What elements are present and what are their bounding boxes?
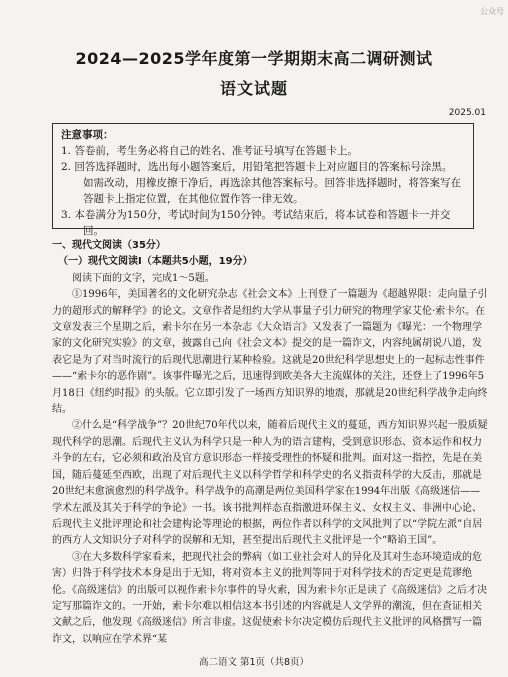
- notice-item: 2. 回答选择题时，选出每小题答案后，用铅笔把答题卡上对应题目的答案标号涂黑。: [61, 161, 453, 173]
- notice-item: 回。: [83, 225, 104, 237]
- corner-watermark: 公众号: [480, 7, 504, 16]
- notice-item: 答题卡上指定位置，在其他位置作答一律无效。: [83, 193, 304, 205]
- notice-item: 如需改动，用橡皮擦干净后，再选涂其他答案标号。回答非选择题时，将答案写在: [83, 177, 461, 189]
- section-heading: 一、现代文阅读（35分）: [52, 240, 166, 251]
- notice-heading: 注意事项：: [61, 129, 114, 141]
- instruction-text: 阅读下面的文字，完成1～5题。: [72, 272, 215, 284]
- exam-subtitle: 语文试题: [219, 79, 288, 98]
- exam-date: 2025.01: [448, 108, 486, 118]
- notice-item: 3. 本卷满分为150分，考试时间为150分钟。考试结束后，将本试卷和答题卡一并交: [61, 209, 451, 221]
- notice-box: [52, 123, 474, 237]
- notice-item: 1. 答卷前，考生务必将自己的姓名、准考证号填写在答题卡上。: [61, 145, 358, 157]
- exam-title: 2024—2025学年度第一学期期末高二调研测试: [75, 49, 433, 68]
- passage-paragraph: ②什么是“科学战争”？20世纪70年代以来，随着后现代主义的蔓延，西方知识界兴起一股质疑现代科学的思潮。后现代主义认为科学只是一种人为的语言建构，受到意识形态、资本运作和权力斗争的左右，它必须和政治及官方意识形态一样接受理性的怀疑和批判。面对这一指控，先是在美国，随后蔓延至西欧，出现了对后现代主义以科学哲学和科学史的名义指责科学的大反击，那就是20世纪末愈演愈烈的科学战争。科学战争的高潮是两位美国科学家在1994年出版《高级迷信——学术左派及其关于科学的争论》一书。该书批判样态直指激进环保主义、女权主义、非洲中心论、后现代主义批评理论和社会建构论等理论的根据，两位作者以科学的文风批判了以“学院左派”自居的西方人文知识分子对科学的误解和无知，甚至提出后现代主义批评是一个“略谄王国”。: [52, 420, 488, 547]
- subsection-heading: （一）现代文阅读Ⅰ（本题共5小题，19分）: [58, 256, 253, 268]
- passage-paragraph: ①1996年，美国著名的文化研究杂志《社会文本》上刊登了一篇题为《超越界限：走向量子引力的超形式的解释学》的论文。文章作者是纽约大学从事量子引力研究的物理学家艾伦·索卡尔。在文章发表三个星期之后，索卡尔在另一本杂志《大众语言》又发表了一篇题为《曝光：一个物理学家的文化研究实验》的文章，披露自己向《社会文本》提交的是一篇诈文，内容纯属胡说八道，发表它是为了对当时流行的后现代思潮进行某种检验。这就是20世纪科学思想史上的一起标志性事件——“索卡尔的恶作剧”。该事件曝光之后，迅速得到欧美各大主流媒体的关注，还登上了1996年5月18日《纽约时报》的头版。它立即引发了一场西方知识界的地震，那就是20世纪科学战争走向终结。: [52, 289, 488, 416]
- page-footer: 高二语文 第1页（共8页）: [198, 657, 310, 668]
- reading-section: [52, 238, 488, 648]
- passage-paragraph: ③在大多数科学家看来，把现代社会的弊病（如工业社会对人的异化及其对生态环境造成的危害）归咎于科学技术本身是出于无知，将对资本主义的批判等同于对科学技术的否定更是荒谬绝伦。《高级迷信》的出版可以视作索卡尔事件的导火索，因为索卡尔正是读了《高级迷信》之后才决定写那篇诈文的。一开始，索卡尔难以相信这本书引述的内容就是人文学界的潮流，但在查证相关文献之后，他发现《高级迷信》所言非虚。这促使索卡尔决定模仿后现代主义批评的风格撰写一篇诈文，以响应在学术界“某: [52, 551, 487, 645]
